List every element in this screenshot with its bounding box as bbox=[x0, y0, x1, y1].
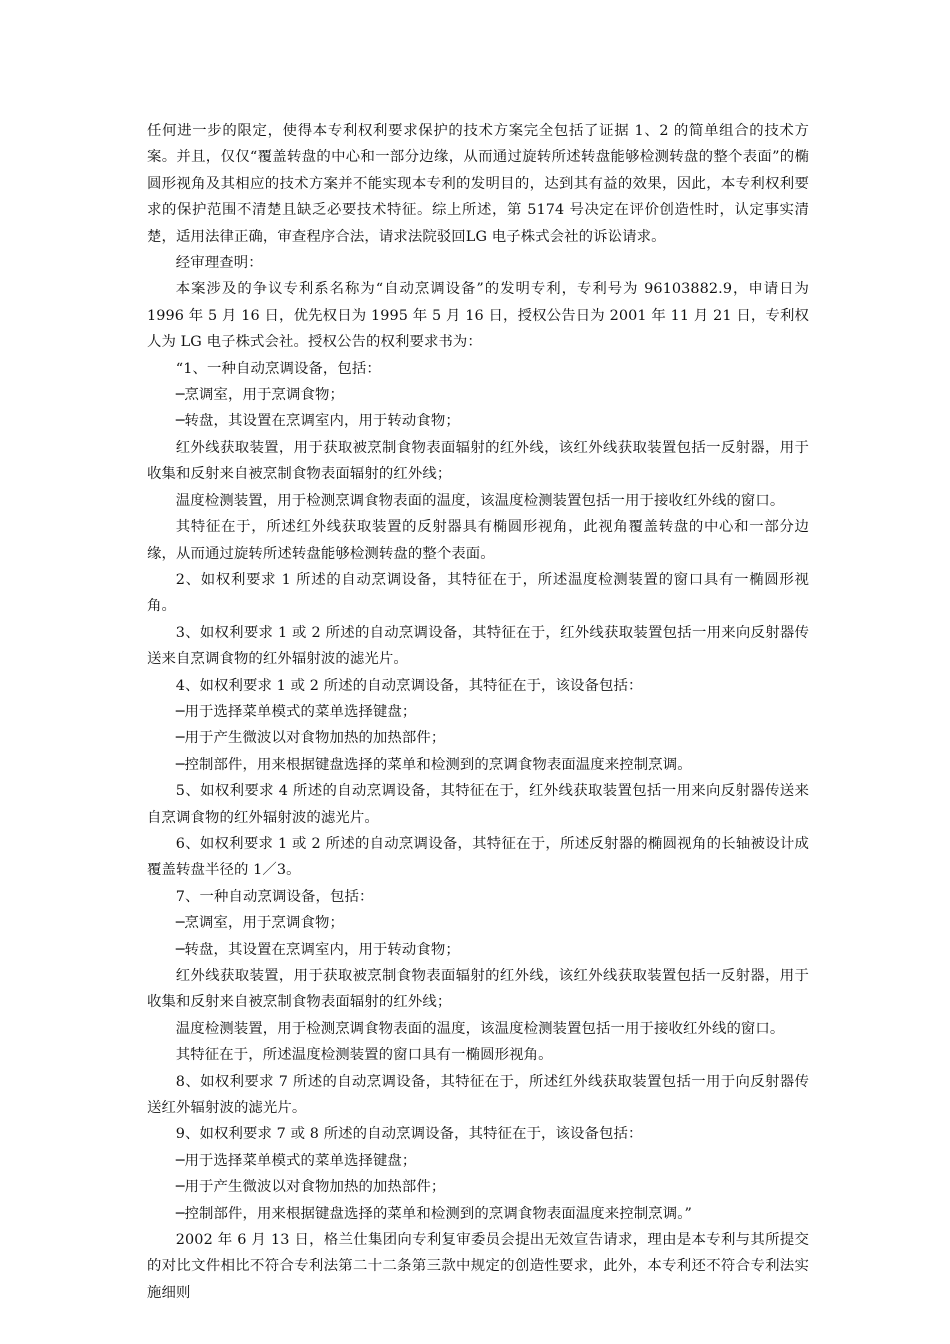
paragraph: 5、如权利要求 4 所述的自动烹调设备，其特征在于，红外线获取装置包括一用来向反射器传送来自烹调食物的红外辐射波的滤光片。 bbox=[147, 783, 809, 826]
paragraph: 9、如权利要求 7 或 8 所述的自动烹调设备，其特征在于，该设备包括： bbox=[175, 1126, 643, 1143]
paragraph: ─控制部件，用来根据键盘选择的菜单和检测到的烹调食物表面温度来控制烹调。” bbox=[175, 1205, 692, 1222]
paragraph: “1、一种自动烹调设备，包括： bbox=[175, 360, 381, 377]
paragraph: 红外线获取装置，用于获取被烹制食物表面辐射的红外线，该红外线获取装置包括一反射器，用于收集和反射来自被烹制食物表面辐射的红外线； bbox=[147, 968, 809, 1011]
paragraph: ─用于选择菜单模式的菜单选择键盘； bbox=[175, 1152, 417, 1169]
paragraph: 其特征在于，所述温度检测装置的窗口具有一椭圆形视角。 bbox=[175, 1047, 553, 1064]
document-page bbox=[147, 118, 809, 1306]
paragraph: ─烹调室，用于烹调食物； bbox=[175, 387, 344, 404]
paragraph: 经审理查明： bbox=[175, 255, 263, 272]
paragraph: ─用于产生微波以对食物加热的加热部件； bbox=[175, 1179, 446, 1196]
paragraph: 任何进一步的限定，使得本专利权利要求保护的技术方案完全包括了证据 1、2 的简单组合的技术方案。并且，仅仅“覆盖转盘的中心和一部分边缘，从而通过旋转所述转盘能够检测转盘的整个表面”的椭圆形视角及其相应的技术方案并不能实现本专利的发明目的，达到其有益的效果，因此，本专利权利要求的保护范围不清楚且缺乏必要技术特征。综上所述，第 5174 号决定在评价创造性时，认定事实清楚，适用法律正确，审查程序合法，请求法院驳回LG 电子株式会社的诉讼请求。 bbox=[147, 123, 809, 245]
paragraph: 温度检测装置，用于检测烹调食物表面的温度，该温度检测装置包括一用于接收红外线的窗口。 bbox=[175, 492, 785, 509]
paragraph: ─控制部件，用来根据键盘选择的菜单和检测到的烹调食物表面温度来控制烹调。 bbox=[175, 756, 692, 773]
paragraph: 8、如权利要求 7 所述的自动烹调设备，其特征在于，所述红外线获取装置包括一用于向反射器传送红外辐射波的滤光片。 bbox=[147, 1073, 809, 1117]
paragraph: 2、如权利要求 1 所述的自动烹调设备，其特征在于，所述温度检测装置的窗口具有一椭圆形视角。 bbox=[147, 571, 809, 615]
paragraph: ─用于选择菜单模式的菜单选择键盘； bbox=[175, 703, 417, 720]
paragraph: 本案涉及的争议专利系名称为“自动烹调设备”的发明专利，专利号为 96103882.9，申请日为 1996 年 5 月 16 日，优先权日为 1995 年 5 月 16 日，授权公告日为 2001 年 11 月 21 日，专利权人为 LG 电子株式会社。授权公告的权利要求书为： bbox=[147, 281, 809, 351]
paragraph: ─用于产生微波以对食物加热的加热部件； bbox=[175, 730, 446, 747]
paragraph: ─烹调室，用于烹调食物； bbox=[175, 915, 344, 932]
paragraph: ─转盘，其设置在烹调室内，用于转动食物； bbox=[175, 941, 460, 958]
paragraph: 温度检测装置，用于检测烹调食物表面的温度，该温度检测装置包括一用于接收红外线的窗口。 bbox=[175, 1020, 785, 1037]
paragraph: 2002 年 6 月 13 日，格兰仕集团向专利复审委员会提出无效宣告请求，理由是本专利与其所提交的对比文件相比不符合专利法第二十二条第三款中规定的创造性要求，此外，本专利还不符合专利法实施细则 bbox=[147, 1232, 809, 1301]
paragraph: 6、如权利要求 1 或 2 所述的自动烹调设备，其特征在于，所述反射器的椭圆视角的长轴被设计成覆盖转盘半径的 1／3。 bbox=[147, 835, 809, 879]
paragraph: 其特征在于，所述红外线获取装置的反射器具有椭圆形视角，此视角覆盖转盘的中心和一部分边缘，从而通过旋转所述转盘能够检测转盘的整个表面。 bbox=[147, 519, 809, 562]
paragraph: 红外线获取装置，用于获取被烹制食物表面辐射的红外线，该红外线获取装置包括一反射器，用于收集和反射来自被烹制食物表面辐射的红外线； bbox=[147, 439, 809, 483]
paragraph: 7、一种自动烹调设备，包括： bbox=[175, 888, 374, 905]
paragraph: ─转盘，其设置在烹调室内，用于转动食物； bbox=[175, 413, 460, 430]
paragraph: 4、如权利要求 1 或 2 所述的自动烹调设备，其特征在于，该设备包括： bbox=[175, 677, 643, 694]
paragraph: 3、如权利要求 1 或 2 所述的自动烹调设备，其特征在于，红外线获取装置包括一用来向反射器传送来自烹调食物的红外辐射波的滤光片。 bbox=[147, 624, 809, 668]
